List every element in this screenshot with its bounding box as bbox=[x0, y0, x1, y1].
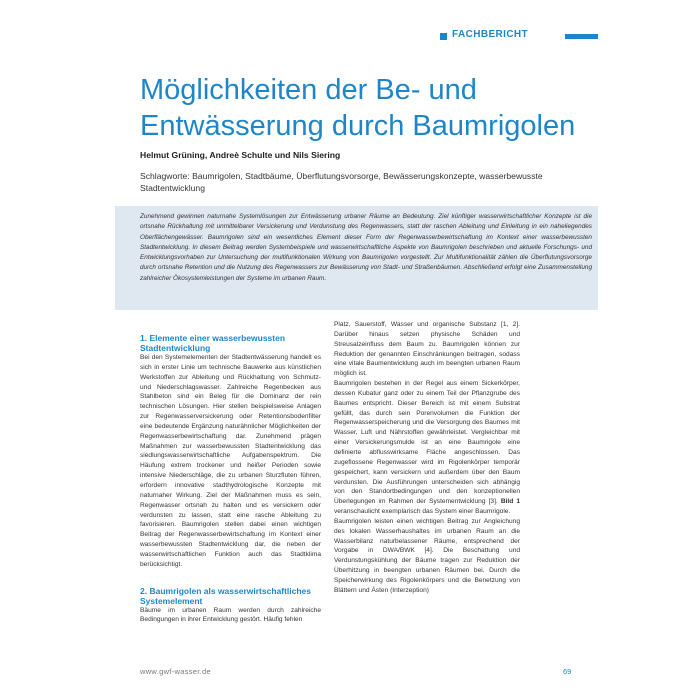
section-1-heading: 1. Elemente einer wasserbewussten Stadtentwicklung bbox=[140, 333, 286, 353]
paragraph-tree-trench-structure bbox=[334, 379, 520, 517]
paragraph-tree-trench-text: Baumrigolen bestehen in der Regel aus einem Sickerkörper, dessen Kubatur ganz oder zu einem Teil der Pflanzgrube des Baumes entspricht. Dieser Bereich ist mit einem Substrat gefüllt, das durch sein Porenvolumen die Funktion der Regenwasserspeicherung und die Versorgung des Baumes mit Wasser, Luft und Nährstoffen gewährleistet. Vergleichbar mit einer Versickerungsmulde ist an eine Baumrigole eine definierte abflusswirksame Fläche angeschlossen. Das zugeflossene Regenwasser wird im Rigolenkörper temporär gespeichert, kann versickern und außerdem über den Baum verdunsten. Die Ausführungen unterscheiden sich abhängig von den Standortbedingungen und den konzeptionellen Überlegungen im Rahmen der Systementwicklung [3]. bbox=[334, 380, 520, 506]
footer-url: www.gwf-wasser.de bbox=[140, 667, 211, 676]
paragraph-water-balance: Baumrigolen leisten einen wichtigen Beitrag zur Angleichung des lokalen Wasserhaushaltes im urbanen Raum an die Wasserbilanz naturbelassener Räume, entsprechend der Vorgabe in DWA/BWK [4]. Die Beschattung und Verdunstungskühlung der Bäume tragen zur Reduktion der Überhitzung in beengten urbanen Räumen bei. Durch die Speicherwirkung des Rigolenkörpers und die Benetzung von Blättern und Ästen (Interzeption) bbox=[334, 517, 520, 594]
article-title: Möglichkeiten der Be- und Entwässerung durch Baumrigolen bbox=[140, 74, 576, 142]
page-number: 69 bbox=[563, 667, 572, 676]
section-marker-square bbox=[440, 33, 447, 40]
section-1-paragraph: Bei den Systemelementen der Stadtentwässerung handelt es sich in erster Linie um technische Bauwerke aus künstlichen Werkstoffen zur Ableitung und Rückhaltung von Schmutz- und Niederschlagswasser. Zahlreiche Regenbecken aus Stahlbeton sind ein Beleg für die Dominanz der rein technischen Lösungen. Hier stellen beispielsweise Anlagen zur Regenwasserversickerung oder Retentionsbodenfilter eine bedeutende Ergänzung naturähnlicher Möglichkeiten der Regenwasserbewirtschaftung dar. Zunehmend prägen Maßnahmen zur wasserbewussten Stadtentwicklung das siedlungswasserwirtschaftliche Aufgabenspektrum. Die Häufung extrem trockener und heißer Perioden sowie intensive Niederschläge, die zu urbanen Sturzfluten führen, erfordern innovative stadthydrologische Konzepte mit naturnaher Wirkung. Ziel der Maßnahmen muss es sein, Regenwasser ortsnah zu halten und es versickern oder verdunsten zu lassen, statt eine rasche Ableitung zu favorisieren. Baumrigolen stellen dabei einen wichtigen Beitrag der Regenwasserbewirtschaftung im Kontext einer wasserbewussten Stadtentwicklung dar, die neben der wasserwirtschaftlichen Funktion auch das Stadtklima berücksichtigt. bbox=[140, 354, 321, 568]
section-2-heading: 2. Baumrigolen als wasserwirtschaftliches Systemelement bbox=[140, 585, 312, 606]
section-gap bbox=[140, 570, 321, 586]
article-authors: Helmut Grüning, Andreè Schulte und Nils Siering bbox=[140, 150, 341, 160]
abstract-text: Zunehmend gewinnen naturnahe Systemlösungen zur Entwässerung urbaner Räume an Bedeutung. Ziel künftiger wasserwirtschaftlicher Konzepte ist die ortsnahe Rückhaltung mit unmittelbarer Versickerung und Verdunstung des Regenwassers, statt der raschen Ableitung und Einleitung in ein naheliegendes Oberflächengewässer. Baumrigolen sind ein wesentliches Element dieser Form der Regenwasserbewirtschaftung im Kontext einer wasserbewussten Stadtentwicklung. In diesem Beitrag werden Systembeispiele und wasserwirtschaftliche Aspekte von Baumrigolen beschrieben und aktuelle Forschungs- und Entwicklungsvorhaben zur Untersuchung der multifunktionalen Wirkung von Baumrigolen vorgestellt. Zur Multifunktionalität zählen die Überflutungsvorsorge durch ortsnahe Retention und die Nutzung des Regenwassers zur Bewässerung von Stadt- und Straßenbäumen. Abschließend erfolgt eine Zusammenstellung zahlreicher Ökosystemleistungen der Systeme im urbanen Raum. bbox=[140, 213, 592, 282]
body-column-right bbox=[334, 320, 520, 596]
body-column-left bbox=[140, 333, 321, 625]
section-2-paragraph: Bäume im urbanen Raum werden durch zahlreiche Bedingungen in ihrer Entwicklung gestört. Häufig fehlen bbox=[140, 606, 321, 624]
section-label: FACHBERICHT bbox=[452, 29, 529, 40]
paragraph-tree-trench-text-end: veranschaulicht exemplarisch das System einer Baumrigole. bbox=[334, 508, 511, 516]
article-keywords: Schlagworte: Baumrigolen, Stadtbäume, Überflutungsvorsorge, Bewässerungskonzepte, wasserbewusste Stadtentwicklung bbox=[140, 171, 543, 193]
section-marker-bar bbox=[565, 34, 598, 39]
figure-reference: Bild 1 bbox=[500, 498, 520, 506]
paragraph-substances: Platz, Sauerstoff, Wasser und organische Substanz [1, 2]. Darüber hinaus setzen physische Schäden und Streusalzeinfluss dem Baum zu. Baumrigolen können zur Reduktion der genannten Einschränkungen beitragen, sodass eine vitale Baumentwicklung auch im beengten urbanen Raum möglich ist. bbox=[334, 321, 520, 378]
